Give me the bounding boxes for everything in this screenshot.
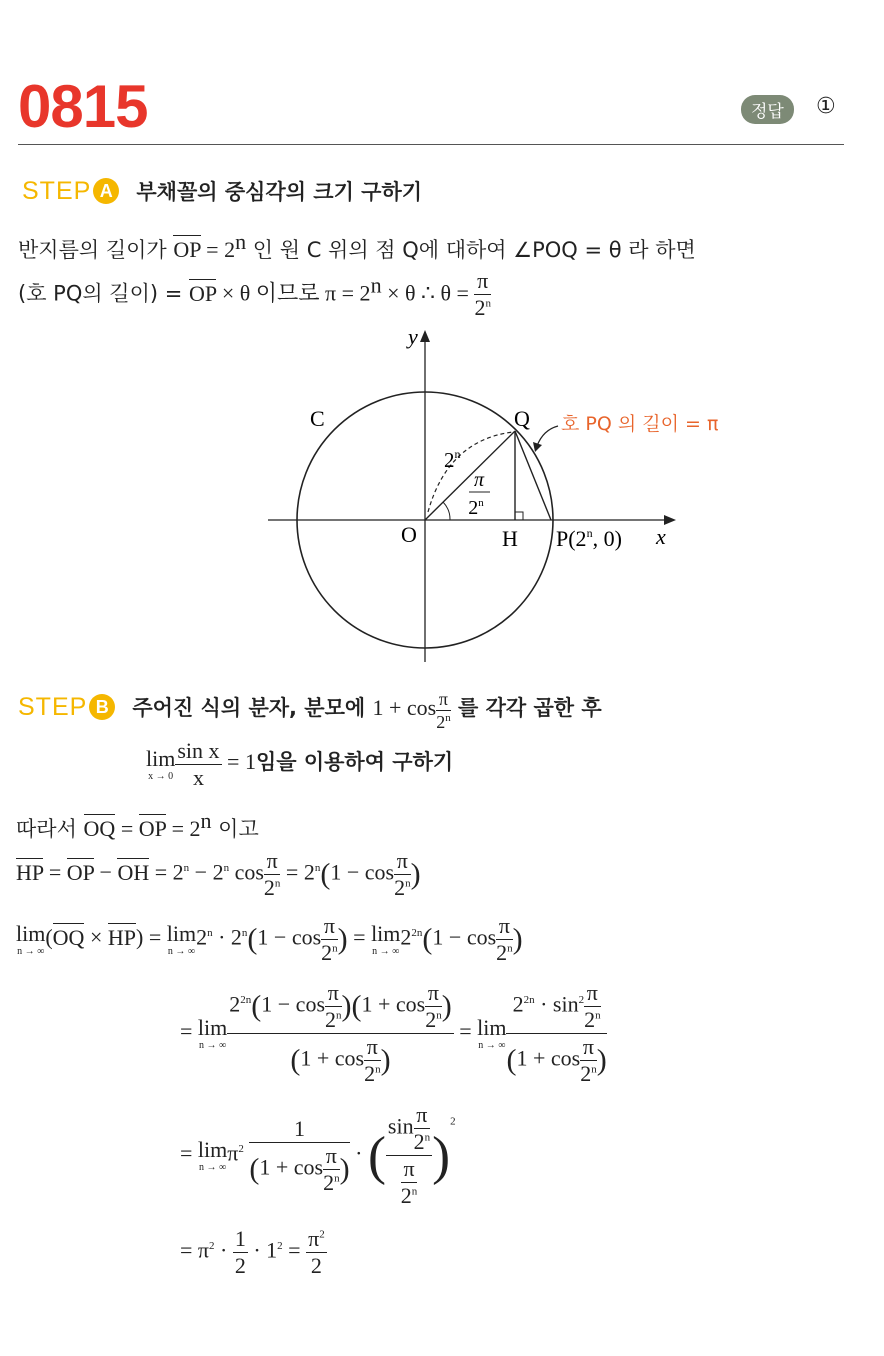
numerator: π [308,1226,320,1251]
step-b-heading [18,690,602,731]
step-b-subtitle-text: 임을 이용하여 구하기 [255,750,454,774]
point-h-label: H [502,526,518,551]
origin-label: O [401,522,417,547]
equals: = [115,816,139,841]
final-answer: $\frac{\pi^2}{2}$ [308,1226,325,1278]
numerator: 1 [234,1226,246,1251]
lim-text: lim [146,745,176,771]
segment-oq: OQ [52,924,85,950]
circle-diagram [258,322,719,672]
problem-number: 0815 [18,73,148,140]
header-divider [18,144,844,145]
one-half [233,1228,248,1277]
solution-line-6: = $\pi^2$ · $\frac{1}{2}$ · $1^2$ = $\frac{\pi^2}{2}$ [180,1226,325,1278]
step-a-title: 부채꼴의 중심각의 크기 구하기 [136,180,423,204]
solution-line-4: = lim n → ∞ $2^{2n}(1 - \cos$ $\frac{\pi}{2^n}$ )(1 + cos $\frac{\pi}{2^n}$ ) (1 + cos $\frac{\pi}{2^n}$ ) = lim n → ∞ $2^{2n} \cdot \sin^2$ $\frac{\pi}{2^n}$ (1 + cos $\frac{\pi}{2^n}$ ) [180,980,607,1086]
segment-op: OP [173,237,201,262]
limit: lim n → ∞ [197,1136,228,1173]
cos: cos [234,859,264,885]
step-a-badge: A [93,178,119,204]
radius-exp: n [454,447,461,461]
denominator [474,295,491,319]
text: = 2 [166,816,201,841]
angle-den-base: 2 [468,497,479,519]
reciprocal-fraction: 1 (1 + cos $\frac{\pi}{2^n}$ ) [249,1115,350,1195]
segment-op: OP [66,859,95,885]
segment-oq: OQ [83,816,116,841]
den-base: 2 [436,712,446,732]
step-a-heading [22,176,422,206]
limit [146,745,176,782]
sin-ratio: sin $\frac{\pi}{2^n}$ $\frac{\pi}{2^n}$ [387,1102,431,1208]
pi-over-2n: $\frac{\pi}{2^n}$ [321,913,338,965]
segment-op: OP [189,280,217,306]
radius-label [444,447,461,472]
limit: lim n → ∞ [166,920,197,957]
text: 인 원 C 위의 점 Q에 대하여 ∠POQ = θ 라 하면 [246,238,696,262]
step-a-line-2 [18,270,491,319]
radius-base: 2 [444,448,455,472]
text: 이고 [211,817,259,841]
text: × θ ∴ θ = [381,280,475,306]
text: 반지름의 길이가 [18,238,174,262]
text: × θ 이므로 π = 2 [216,280,371,306]
segment-hp: HP [16,859,44,885]
equals-one: = 1 [221,749,256,774]
right-angle-mark [515,512,523,520]
step-label: STEP [18,693,88,721]
den-exp: n [485,297,491,310]
p-base: P(2 [556,526,587,551]
step-b-title-math: 1 + cos [372,695,437,720]
answer-value: ① [816,94,836,119]
limit: lim n → ∞ [371,920,401,957]
segment-oh: OH [117,859,150,885]
point-p-label [556,526,622,551]
solution-line-1 [16,808,259,843]
circle-label-c: C [310,406,325,431]
x-axis-label: x [656,524,666,549]
exponent: n [235,229,247,254]
pi-over-2n: $\frac{\pi}{2^n}$ [263,848,281,900]
p-tail: , 0) [592,526,622,551]
step-label: STEP [22,177,92,205]
step-b-subtitle [146,740,453,789]
theta-fraction [474,270,491,319]
big-fraction-1: $2^{2n}(1 - \cos$ $\frac{\pi}{2^n}$ )(1 + cos $\frac{\pi}{2^n}$ ) (1 + cos $\frac{\pi}{2^n}$ ) [229,980,452,1086]
y-axis-label: y [408,324,418,349]
exponent: n [370,272,382,298]
pi-over-2n: $\frac{\pi}{2^n}$ [394,848,411,900]
denominator: x [192,765,204,790]
text: 따라서 [16,817,84,841]
lim-sub: x → 0 [148,770,174,782]
den-exp: n [445,712,451,724]
p-exp: n [586,526,593,540]
angle-num: π [473,469,485,491]
numerator: π [474,270,491,295]
lim-text: lim [16,920,46,946]
segment-op: OP [138,816,167,841]
step-b-frac [436,690,451,731]
point-q-label: Q [514,406,530,431]
denominator: 2 [310,1253,322,1278]
step-b-badge: B [89,694,115,720]
lim-sub: n → ∞ [17,945,45,957]
solution-line-2: HP = OP − OH = $2^n - 2^n$ cos $\frac{\pi}{2^n}$ = $2^n(1 - \cos$ $\frac{\pi}{2^n}$ ) [16,848,421,900]
exponent: n [200,808,212,833]
arc-length-note: 호 PQ 의 길이 = π [561,413,719,435]
angle-arc [443,502,450,520]
text: (호 PQ의 길이) = [18,281,190,306]
numerator: sin x [177,738,220,763]
big-fraction-2: $2^{2n} \cdot \sin^2$ $\frac{\pi}{2^n}$ (1 + cos $\frac{\pi}{2^n}$ ) [506,980,607,1086]
limit [16,920,46,957]
text: = 2 [200,237,236,262]
pi-over-2n: $\frac{\pi}{2^n}$ [496,913,513,965]
text: = π [180,1237,210,1263]
x-axis-arrow [664,515,676,525]
note-arrow [537,426,558,446]
step-b-title-a: 주어진 식의 분자, 분모에 [132,696,373,720]
sin: sin [552,991,579,1017]
solution-line-3: lim n → ∞ (OQ × HP) = lim n → ∞ $2^n \cdot 2^n(1 - \cos$ $\frac{\pi}{2^n}$ ) = lim n → ∞ $2^{2n}(1 - \cos$ $\frac{\pi}{2^n}$ ) [16,913,523,965]
step-b-title-b: 를 각각 곱한 후 [450,696,602,720]
y-axis-arrow [420,330,430,342]
step-a-line-1 [18,229,696,264]
solution-line-5: = lim n → ∞ $\pi^2$ 1 (1 + cos $\frac{\pi}{2^n}$ ) · ( sin $\frac{\pi}{2^n}$ $\frac{\pi}{2^n}$ )$^2$ [180,1102,456,1208]
note-arrowhead [533,442,542,452]
answer-badge: 정답 [741,95,794,124]
numerator: π [436,690,451,711]
sinx-over-x [175,740,221,789]
den-base: 2 [474,295,486,320]
segment-hp: HP [107,924,136,950]
angle-den-exp: n [478,497,484,509]
limit: lim n → ∞ [477,1014,507,1051]
denominator: 2 [234,1253,246,1278]
angle-den [468,497,484,519]
limit: lim n → ∞ [197,1014,228,1051]
denominator [436,711,451,731]
